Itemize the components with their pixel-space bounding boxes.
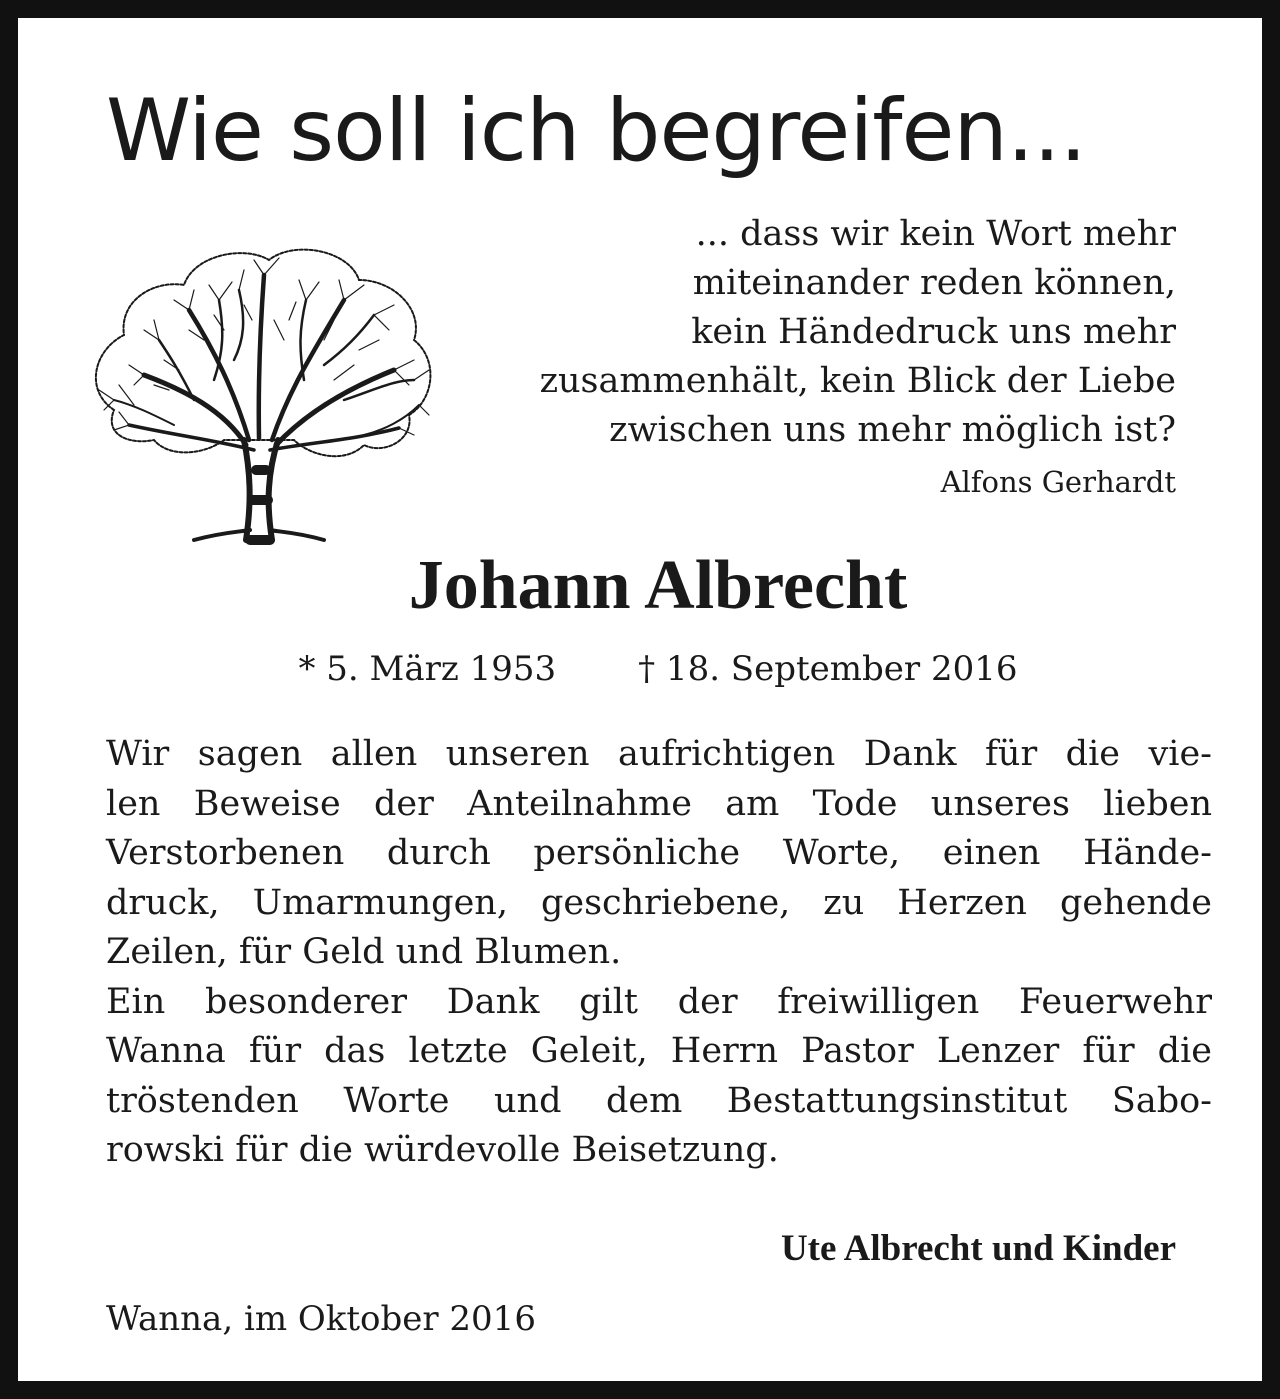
thanks-line: Wir sagen allen unseren aufrichtigen Dank für die vie- (106, 734, 1212, 774)
thanks-line: tröstenden Worte und dem Bestattungsinstitut Sabo- (106, 1080, 1212, 1121)
thanks-line: druck, Umarmungen, geschriebene, zu Herzen gehende (106, 882, 1212, 923)
poem-line: zwischen uns mehr möglich ist? (609, 410, 1176, 450)
life-dates (18, 646, 1280, 692)
tree-icon (74, 240, 444, 550)
headline: Wie soll ich begreifen... (106, 81, 1086, 181)
birth-date: * 5. März 1953 (298, 649, 557, 689)
thanks-line: Wanna für das letzte Geleit, Herrn Pastor Lenzer für die (106, 1031, 1212, 1071)
poem-line: zusammenhält, kein Blick der Liebe (539, 361, 1176, 401)
thanks-line: len Beweise der Anteilnahme am Tode unseres lieben (106, 783, 1212, 824)
poem (416, 210, 1176, 505)
poem-line: miteinander reden können, (692, 263, 1176, 303)
thanks-line: rowski für die würdevolle Beisetzung. (106, 1130, 779, 1170)
thanks-line: Zeilen, für Geld und Blumen. (106, 932, 622, 972)
thanks-line: Verstorbenen durch persönliche Worte, einen Hände- (106, 833, 1212, 873)
place-date: Wanna, im Oktober 2016 (106, 1299, 536, 1339)
thanks-text (106, 730, 1212, 1176)
poem-line: ... dass wir kein Wort mehr (695, 214, 1176, 254)
poem-line: kein Händedruck uns mehr (691, 312, 1176, 352)
thanks-line: Ein besonderer Dank gilt der freiwilligen Feuerwehr (106, 981, 1212, 1022)
poem-author: Alfons Gerhardt (940, 465, 1176, 499)
deceased-name: Johann Albrecht (408, 547, 908, 624)
signature: Ute Albrecht und Kinder (780, 1228, 1176, 1269)
death-date: † 18. September 2016 (638, 649, 1018, 689)
